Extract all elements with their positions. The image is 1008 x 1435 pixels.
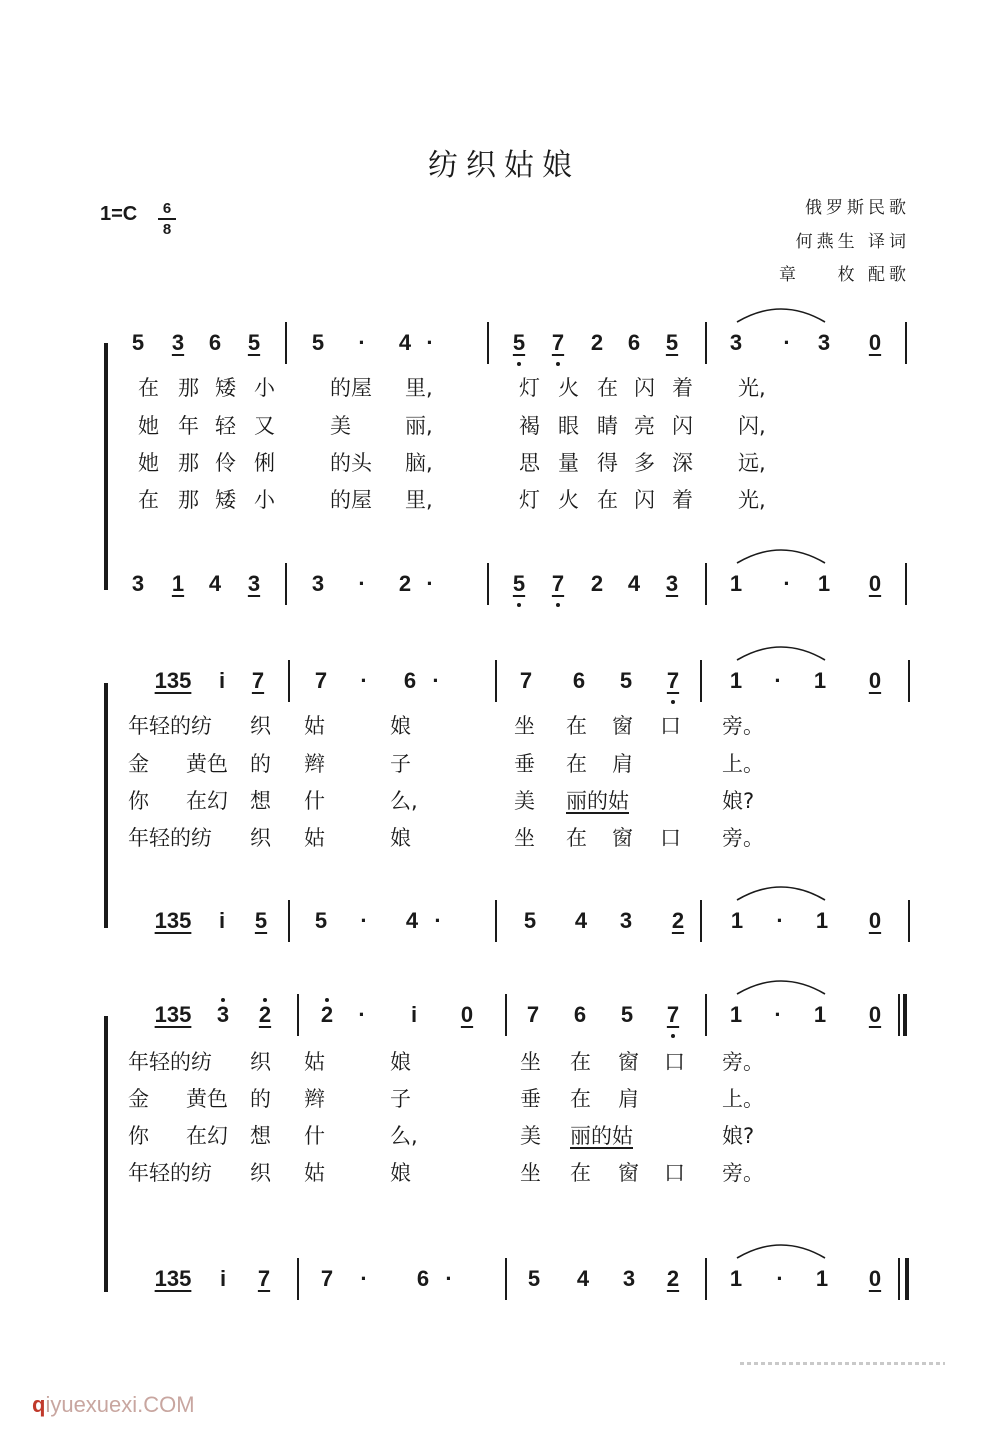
lower-note: · [445,1266,453,1291]
upper-note: 2 [590,330,604,355]
bar-line [505,994,507,1036]
lyric-word: 在 [566,752,587,776]
bar-line [700,660,702,702]
time-signature [158,200,176,238]
lyric-word: 娘? [722,1124,755,1148]
bar-line [705,563,707,605]
lower-note: · [783,571,791,596]
lyric-word: 在 [566,826,587,850]
lyric-word: 旁。 [722,1161,764,1185]
watermark-domain: iyuexuexi.COM [45,1392,195,1417]
lower-note: i [219,1266,227,1291]
bar-line [487,322,489,364]
lyric-word: 眼 [558,414,579,438]
lyric-word: 褐 [519,414,540,438]
bar-line [487,563,489,605]
tie-arc [735,1238,835,1260]
lyric-word: 什 [304,789,325,813]
upper-note: 5 [619,668,633,693]
tie-arc [735,302,835,324]
key-signature: 1=C [100,203,138,225]
lyric-word: 你 [128,789,149,813]
bar-line [288,900,290,942]
time-denominator: 8 [162,221,172,238]
lyric-word: 在 [597,488,618,512]
bar-line [297,994,299,1036]
lyric-word: 想 [250,1124,271,1148]
upper-note: 7 [251,668,265,693]
upper-note: 6 [208,330,222,355]
lyric-word: 窗 [618,1161,639,1185]
lower-note: 5 [254,908,268,933]
lyric-word: 娘 [390,1050,411,1074]
lower-note: 3 [247,571,261,596]
lyric-word: 丽的姑 [566,789,629,813]
tie-arc [735,543,835,565]
upper-note: 135 [154,1002,192,1027]
lyric-word: 肩 [612,752,633,776]
upper-note: · [774,668,782,693]
lyric-word: 什 [304,1124,325,1148]
octave-dot-below [517,603,521,607]
lyric-word: 垂 [514,752,535,776]
bar-line [908,900,910,942]
upper-note: 6 [573,1002,587,1027]
lyric-word: 闪 [634,376,655,400]
upper-note: 0 [868,330,882,355]
tie-arc [735,880,835,902]
lyric-word: 口 [660,714,681,738]
lyric-word: 闪 [672,414,693,438]
lyric-word: 娘 [390,714,411,738]
lower-note: 4 [576,1266,590,1291]
lyric-word: 织 [250,1050,271,1074]
song-title: 纺织姑娘 [428,148,580,183]
lower-note: 3 [311,571,325,596]
tie-arc [735,640,835,662]
bar-line [705,994,707,1036]
upper-note: · [360,668,368,693]
tie-arc [735,974,835,996]
lyric-word: 年轻的纺 [128,714,212,738]
upper-note: 0 [868,668,882,693]
lower-note: 5 [512,571,526,596]
upper-note: 7 [526,1002,540,1027]
lyric-word: 火 [558,488,579,512]
lyric-word: 小 [254,376,275,400]
upper-note: 3 [171,330,185,355]
lower-note: 4 [405,908,419,933]
lower-note: 5 [523,908,537,933]
lower-note: 3 [131,571,145,596]
lyric-word: 坐 [520,1050,541,1074]
lyric-word: 俐 [254,451,275,475]
upper-note: 6 [403,668,417,693]
double-bar-thin [898,994,900,1036]
bar-line [905,322,907,364]
lower-note: 4 [208,571,222,596]
lyric-word: 着 [672,376,693,400]
lyric-word: 丽, [405,414,433,438]
lower-note: 135 [154,908,192,933]
upper-note: 5 [131,330,145,355]
bar-line [505,1258,507,1300]
lower-note: 1 [815,1266,829,1291]
lyric-word: 在 [597,376,618,400]
upper-note: 3 [216,1002,230,1027]
lower-note: 0 [868,1266,882,1291]
bar-line [705,322,707,364]
lower-note: 1 [815,908,829,933]
lyric-word: 口 [664,1050,685,1074]
octave-dot-below [556,603,560,607]
lyric-word: 金 [128,1087,149,1111]
lyric-word: 的 [250,1087,271,1111]
upper-note: 5 [620,1002,634,1027]
lyric-word: 年轻的纺 [128,1050,212,1074]
octave-dot-below [671,1034,675,1038]
bar-line [700,900,702,942]
lower-note: 7 [257,1266,271,1291]
lower-note: · [776,908,784,933]
lyric-word: 多 [634,451,655,475]
lyric-word: 的屋 [330,376,372,400]
octave-dot-above [325,998,329,1002]
bar-line [297,1258,299,1300]
lyric-word: 窗 [612,826,633,850]
upper-note: 5 [665,330,679,355]
bar-line [495,660,497,702]
lyric-word: 量 [558,451,579,475]
lyric-word: 姑 [304,826,325,850]
bar-line [908,660,910,702]
lyric-word: 年 [178,414,199,438]
octave-dot-above [221,998,225,1002]
lower-note: 2 [666,1266,680,1291]
lyric-word: 坐 [514,826,535,850]
lyric-word: 金 [128,752,149,776]
upper-note: 3 [729,330,743,355]
lyric-word: 美 [514,789,535,813]
lyric-word: 上。 [722,752,764,776]
upper-note: · [358,330,366,355]
lyric-word: 轻 [215,414,236,438]
lower-note: · [358,571,366,596]
lyric-word: 娘 [390,1161,411,1185]
lyric-word: 在 [570,1050,591,1074]
lower-note: · [360,1266,368,1291]
upper-note: 1 [813,668,827,693]
lyric-word: 睛 [597,414,618,438]
lower-note: 2 [590,571,604,596]
lyric-word: 光, [738,488,766,512]
upper-note: 1 [729,668,743,693]
lyric-word: 深 [672,451,693,475]
lyric-word: 坐 [514,714,535,738]
lyric-word: 辫 [304,1087,325,1111]
bar-line [495,900,497,942]
upper-note: i [218,668,226,693]
lyric-word: 么, [390,789,418,813]
bar-line [285,563,287,605]
lyric-word: 矮 [215,488,236,512]
lyric-word: 想 [250,789,271,813]
bar-line [285,322,287,364]
lyric-word: 在幻 [186,1124,228,1148]
upper-note: 135 [154,668,192,693]
upper-note: 6 [572,668,586,693]
upper-note: 2 [258,1002,272,1027]
lyric-word: 黄色 [186,752,228,776]
octave-dot-below [517,362,521,366]
lyric-word: 美 [520,1124,541,1148]
lyric-word: 窗 [612,714,633,738]
lyric-word: 在 [566,714,587,738]
upper-note: 5 [311,330,325,355]
lower-note: 0 [868,908,882,933]
lyric-word: 上。 [722,1087,764,1111]
lyric-word: 娘? [722,789,755,813]
lower-note: 3 [619,908,633,933]
upper-note: 1 [729,1002,743,1027]
lower-note: 2 [398,571,412,596]
lyric-word: 肩 [618,1087,639,1111]
lower-note: 4 [627,571,641,596]
upper-note: 7 [551,330,565,355]
lyric-word: 灯 [519,488,540,512]
lyric-word: 姑 [304,1050,325,1074]
lyric-word: 亮 [634,414,655,438]
lyric-word: 闪 [634,488,655,512]
lyric-word: 子 [390,1087,411,1111]
upper-note: 5 [247,330,261,355]
lower-note: i [218,908,226,933]
lyric-word: 火 [558,376,579,400]
lyric-word: 在 [570,1087,591,1111]
lower-note: 5 [527,1266,541,1291]
bar-line [905,563,907,605]
system-brace [104,683,108,928]
lyric-word: 得 [597,451,618,475]
lyric-word: 坐 [520,1161,541,1185]
octave-dot-below [671,700,675,704]
credit-origin: 俄罗斯民歌 [805,198,910,218]
upper-note: 7 [666,668,680,693]
lyric-word: 在 [138,488,159,512]
double-bar-thick [903,994,907,1036]
upper-note: 7 [666,1002,680,1027]
lyric-word: 远, [738,451,766,475]
time-numerator: 6 [162,200,172,217]
lyric-word: 伶 [215,451,236,475]
lower-note: 4 [574,908,588,933]
upper-note: 2 [320,1002,334,1027]
lower-note: · [426,571,434,596]
bar-line [705,1258,707,1300]
lower-note: 6 [416,1266,430,1291]
lyric-word: 旁。 [722,1050,764,1074]
lower-note: 1 [171,571,185,596]
upper-note: · [358,1002,366,1027]
final-bar-thick [905,1258,909,1300]
lyric-word: 美 [330,414,351,438]
lyric-word: 着 [672,488,693,512]
lyric-word: 在 [138,376,159,400]
lyric-word: 她 [138,414,159,438]
footer-divider [740,1362,945,1365]
lyric-word: 小 [254,488,275,512]
lower-note: 1 [729,571,743,596]
lyric-word: 年轻的纺 [128,1161,212,1185]
lyric-word: 口 [664,1161,685,1185]
lower-note: 0 [868,571,882,596]
upper-note: · [432,668,440,693]
lower-note: 135 [154,1266,192,1291]
lower-note: 2 [671,908,685,933]
credit-translator: 何燕生 译词 [795,232,910,252]
octave-dot-above [263,998,267,1002]
watermark [32,1392,195,1418]
lower-note: 7 [320,1266,334,1291]
lyric-word: 矮 [215,376,236,400]
lower-note: 1 [729,1266,743,1291]
lyric-word: 的头 [330,451,372,475]
lower-note: 1 [730,908,744,933]
system-brace [104,343,108,590]
lyric-word: 口 [660,826,681,850]
upper-note: · [783,330,791,355]
lyric-word: 闪, [738,414,766,438]
lyric-word: 辫 [304,752,325,776]
lyric-word: 里, [405,488,433,512]
lyric-word: 旁。 [722,714,764,738]
lyric-word: 那 [178,451,199,475]
lower-note: · [434,908,442,933]
upper-note: · [774,1002,782,1027]
lyric-word: 里, [405,376,433,400]
lyric-word: 那 [178,488,199,512]
lyric-word: 姑 [304,714,325,738]
lyric-word: 垂 [520,1087,541,1111]
lyric-word: 思 [519,451,540,475]
lower-note: · [360,908,368,933]
lyric-word: 姑 [304,1161,325,1185]
lyric-word: 么, [390,1124,418,1148]
upper-note: 3 [817,330,831,355]
final-bar-thin [898,1258,900,1300]
lyric-word: 丽的姑 [570,1124,633,1148]
lyric-word: 黄色 [186,1087,228,1111]
lyric-word: 织 [250,714,271,738]
lower-note: 5 [314,908,328,933]
lower-note: 1 [817,571,831,596]
lower-note: · [776,1266,784,1291]
lower-note: 3 [622,1266,636,1291]
lyric-word: 灯 [519,376,540,400]
lower-note: 3 [665,571,679,596]
system-brace [104,1016,108,1292]
upper-note: 7 [519,668,533,693]
watermark-q: q [32,1392,46,1417]
lower-note: 7 [551,571,565,596]
upper-note: 5 [512,330,526,355]
lyric-word: 的屋 [330,488,372,512]
credit-arranger: 章 枚 配歌 [778,265,910,285]
upper-note: 7 [314,668,328,693]
upper-note: 1 [813,1002,827,1027]
lyric-word: 那 [178,376,199,400]
lyric-word: 娘 [390,826,411,850]
upper-note: 0 [460,1002,474,1027]
lyric-word: 的 [250,752,271,776]
lyric-word: 子 [390,752,411,776]
upper-note: 4 [398,330,412,355]
lyric-word: 在幻 [186,789,228,813]
upper-note: i [410,1002,418,1027]
octave-dot-below [556,362,560,366]
bar-line [288,660,290,702]
lyric-word: 你 [128,1124,149,1148]
lyric-word: 年轻的纺 [128,826,212,850]
upper-note: 0 [868,1002,882,1027]
lyric-word: 旁。 [722,826,764,850]
lyric-word: 织 [250,826,271,850]
lyric-word: 在 [570,1161,591,1185]
lyric-word: 又 [254,414,275,438]
upper-note: · [426,330,434,355]
lyric-word: 光, [738,376,766,400]
lyric-word: 她 [138,451,159,475]
lyric-word: 窗 [618,1050,639,1074]
lyric-word: 织 [250,1161,271,1185]
upper-note: 6 [627,330,641,355]
lyric-word: 脑, [405,451,433,475]
